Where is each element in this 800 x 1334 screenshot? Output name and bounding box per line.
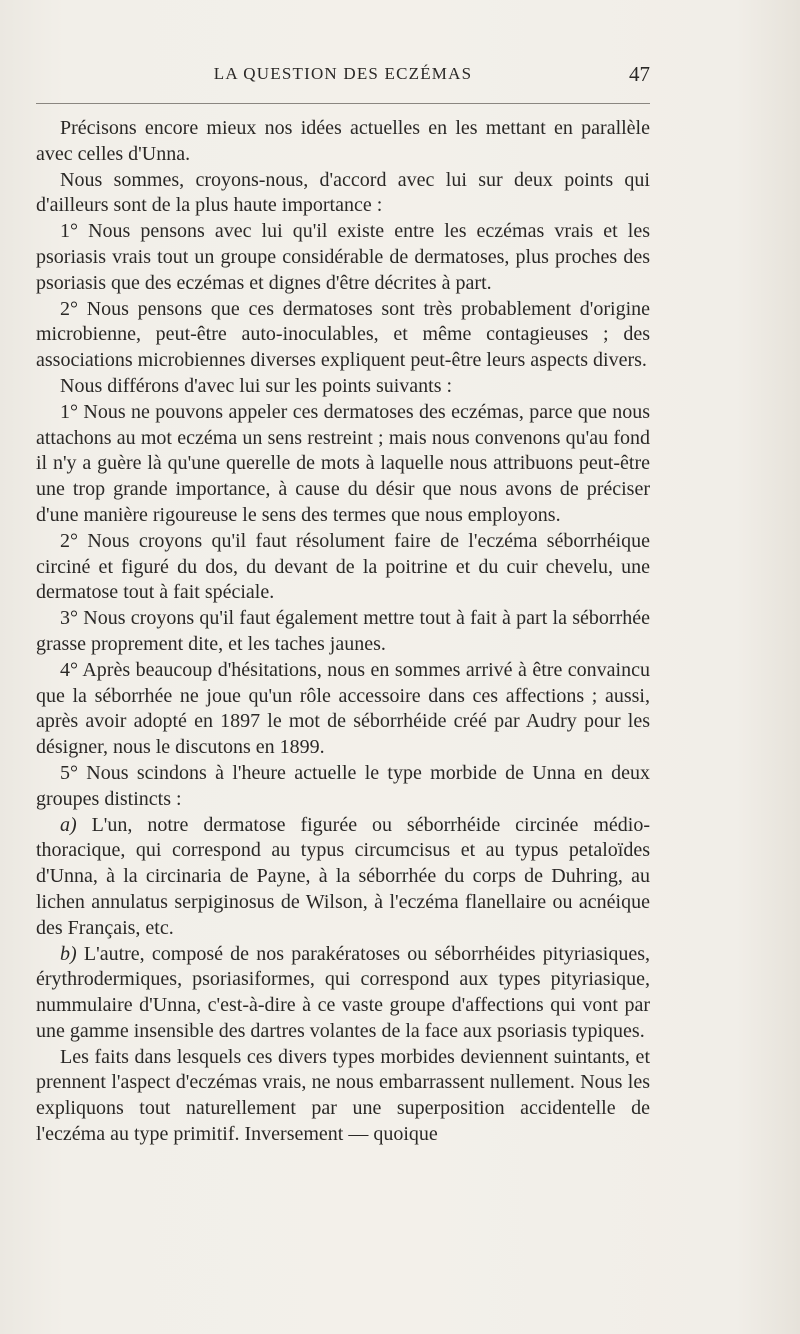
paragraph: 3° Nous croyons qu'il faut également mettre tout à fait à part la séborrhée grasse proprement dite, et les taches jaunes.: [36, 607, 650, 655]
paragraph: 1° Nous pensons avec lui qu'il existe entre les eczémas vrais et les psoriasis vrais tout un groupe considérable de dermatoses, plus proches des psoriasis que des eczémas et dignes d'être décrites à part.: [36, 220, 650, 294]
paragraph: 4° Après beaucoup d'hésitations, nous en sommes arrivé à être convaincu que la séborrhée ne joue qu'un rôle accessoire dans ces affections ; aussi, après avoir adopté en 1897 le mot de séborrhéide créé par Audry pour les désigner, nous le discutons en 1899.: [36, 658, 650, 759]
paragraph-item-a: [36, 813, 650, 942]
paragraph: 1° Nous ne pouvons appeler ces dermatoses des eczémas, parce que nous attachons au mot eczéma un sens restreint ; mais nous convenons qu'au fond il n'y a guère là qu'une querelle de mots à laquelle nous attribuons peut-être une trop grande importance, à cause du désir que nous avons de préciser d'une manière rigoureuse le sens des termes que nous employons.: [36, 400, 650, 526]
paragraph: 2° Nous pensons que ces dermatoses sont très probablement d'origine microbienne, peut-être auto-inoculables, et même contagieuses ; des associations microbiennes diverses expliquent peut-être leurs aspects divers.: [36, 297, 650, 372]
item-marker: a): [60, 813, 77, 836]
paragraph-item-b: [36, 942, 650, 1045]
header-rule: [36, 103, 650, 104]
page-header: [36, 64, 650, 92]
page-number: 47: [629, 62, 650, 86]
item-text: L'autre, composé de nos parakératoses ou séborrhéides pityriasiques, érythrodermiques, psoriasiformes, qui correspond aux types pityriasique, nummulaire d'Unna, c'est-à-dire à ce vaste groupe d'affections qui vont par une gamme insensible des dartres volantes de la face aux psoriasis typiques.: [36, 942, 650, 1042]
paragraph: 5° Nous scindons à l'heure actuelle le type morbide de Unna en deux groupes distincts :: [36, 761, 650, 810]
running-title: LA QUESTION DES ECZÉMAS: [213, 64, 473, 83]
body-text: [36, 116, 650, 1148]
paragraph: Nous sommes, croyons-nous, d'accord avec lui sur deux points qui d'ailleurs sont de la plus haute importance :: [36, 168, 650, 217]
item-marker: b): [60, 942, 77, 965]
item-text: L'un, notre dermatose figurée ou séborrhéide circinée médio-thoracique, qui correspond au typus circumcisus et au typus petaloïdes d'Unna, à la circinaria de Payne, à la séborrhée du corps de Duhring, au lichen annulatus serpiginosus de Wilson, à l'eczéma flanellaire ou acnéique des Français, etc.: [36, 813, 650, 939]
paragraph: 2° Nous croyons qu'il faut résolument faire de l'eczéma séborrhéique circiné et figuré du dos, du devant de la poitrine et du cuir chevelu, une dermatose tout à fait spéciale.: [36, 529, 650, 604]
paragraph: Les faits dans lesquels ces divers types morbides deviennent suintants, et prennent l'aspect d'eczémas vrais, ne nous embarrassent nullement. Nous les expliquons tout naturellement par une superposition accidentelle de l'eczéma au type primitif. Inversement — quoique: [36, 1045, 650, 1146]
paragraph: Précisons encore mieux nos idées actuelles en les mettant en parallèle avec celles d'Unna.: [36, 117, 650, 165]
paragraph: Nous différons d'avec lui sur les points suivants :: [60, 374, 453, 397]
